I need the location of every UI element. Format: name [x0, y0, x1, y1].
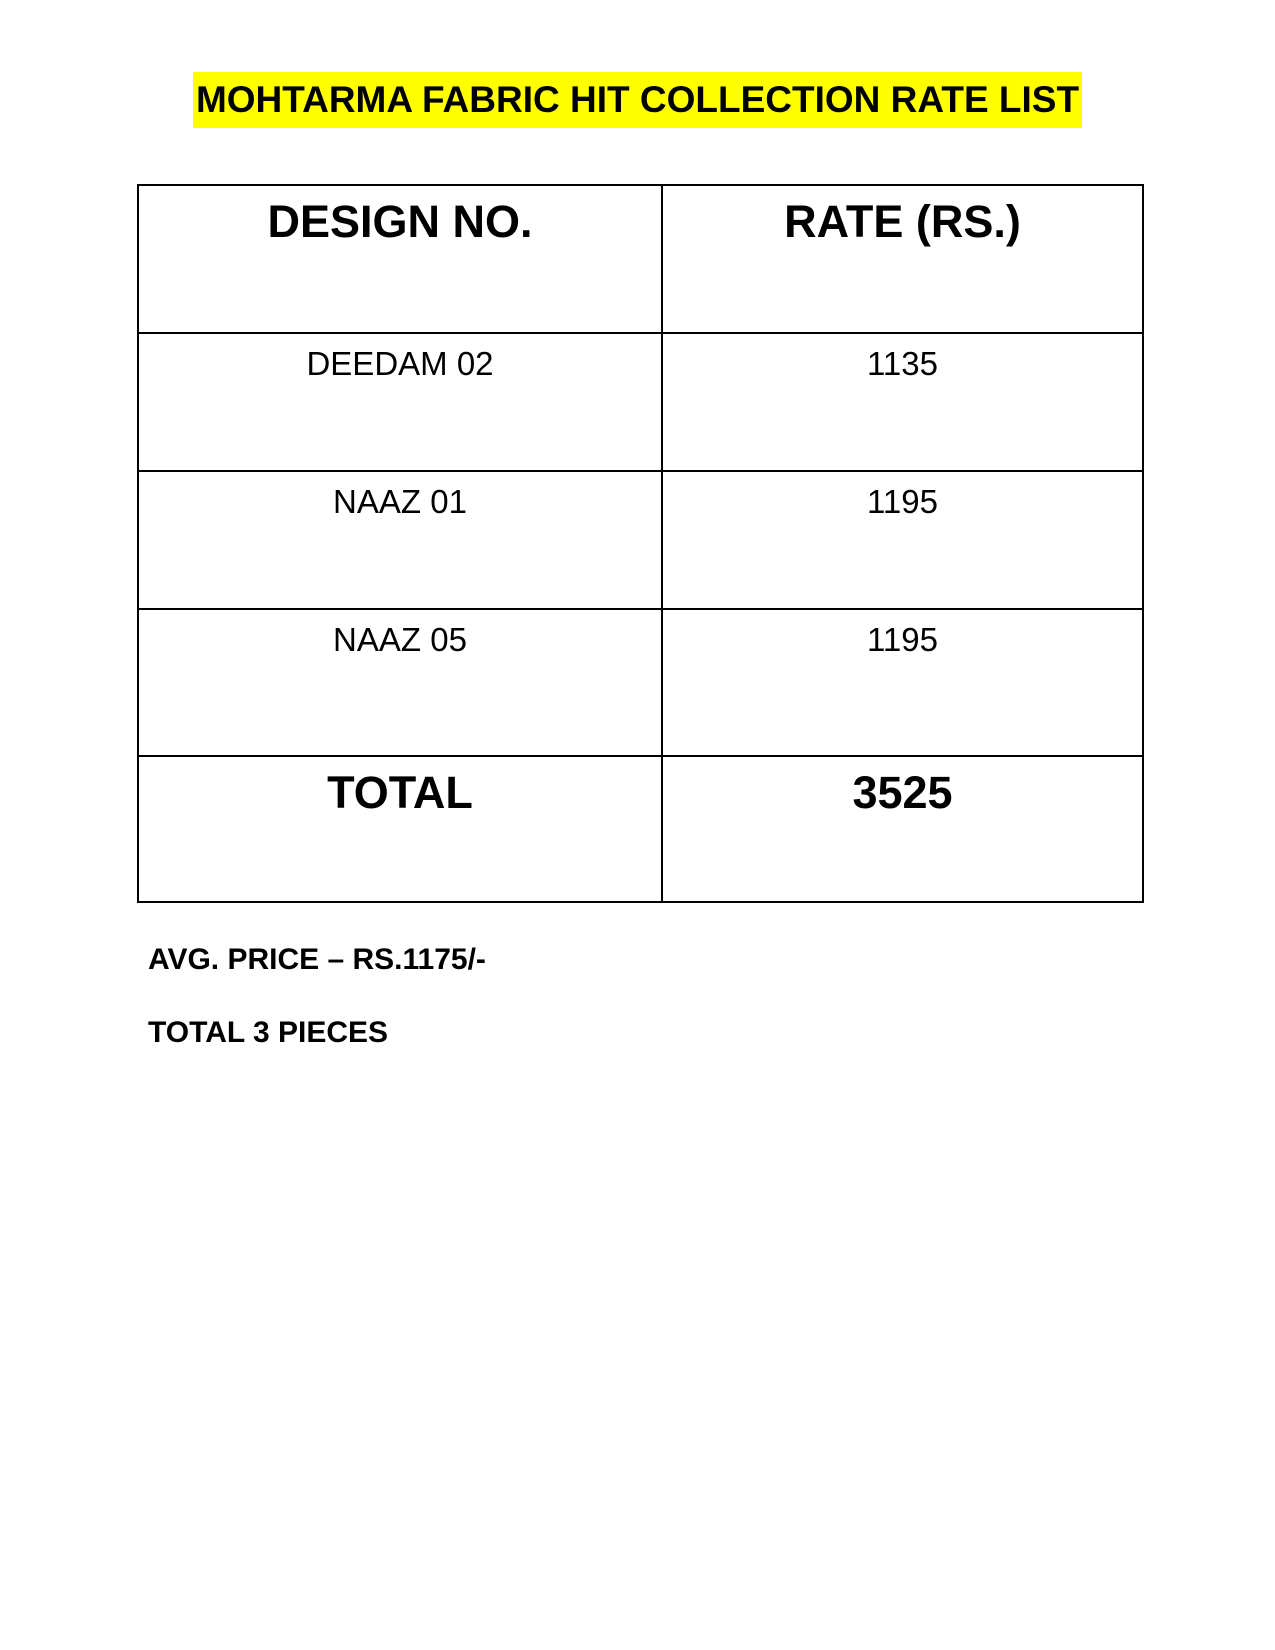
table-row [138, 609, 1143, 756]
total-label: TOTAL [138, 756, 662, 902]
cell-design: NAAZ 05 [138, 609, 662, 756]
table-header-row [138, 185, 1143, 333]
total-value: 3525 [662, 756, 1143, 902]
header-design-no: DESIGN NO. [138, 185, 662, 333]
table-row [138, 333, 1143, 471]
total-pieces-text: TOTAL 3 PIECES [148, 1016, 389, 1049]
table-row [138, 471, 1143, 609]
page-title: MOHTARMA FABRIC HIT COLLECTION RATE LIST [193, 72, 1082, 128]
avg-price-text: AVG. PRICE – RS.1175/- [148, 943, 486, 976]
cell-design: DEEDAM 02 [138, 333, 662, 471]
rate-table [137, 184, 1144, 903]
cell-rate: 1195 [662, 609, 1143, 756]
cell-design: NAAZ 01 [138, 471, 662, 609]
cell-rate: 1195 [662, 471, 1143, 609]
page-title-wrapper [0, 72, 1275, 128]
cell-rate: 1135 [662, 333, 1143, 471]
header-rate: RATE (RS.) [662, 185, 1143, 333]
table-total-row [138, 756, 1143, 902]
